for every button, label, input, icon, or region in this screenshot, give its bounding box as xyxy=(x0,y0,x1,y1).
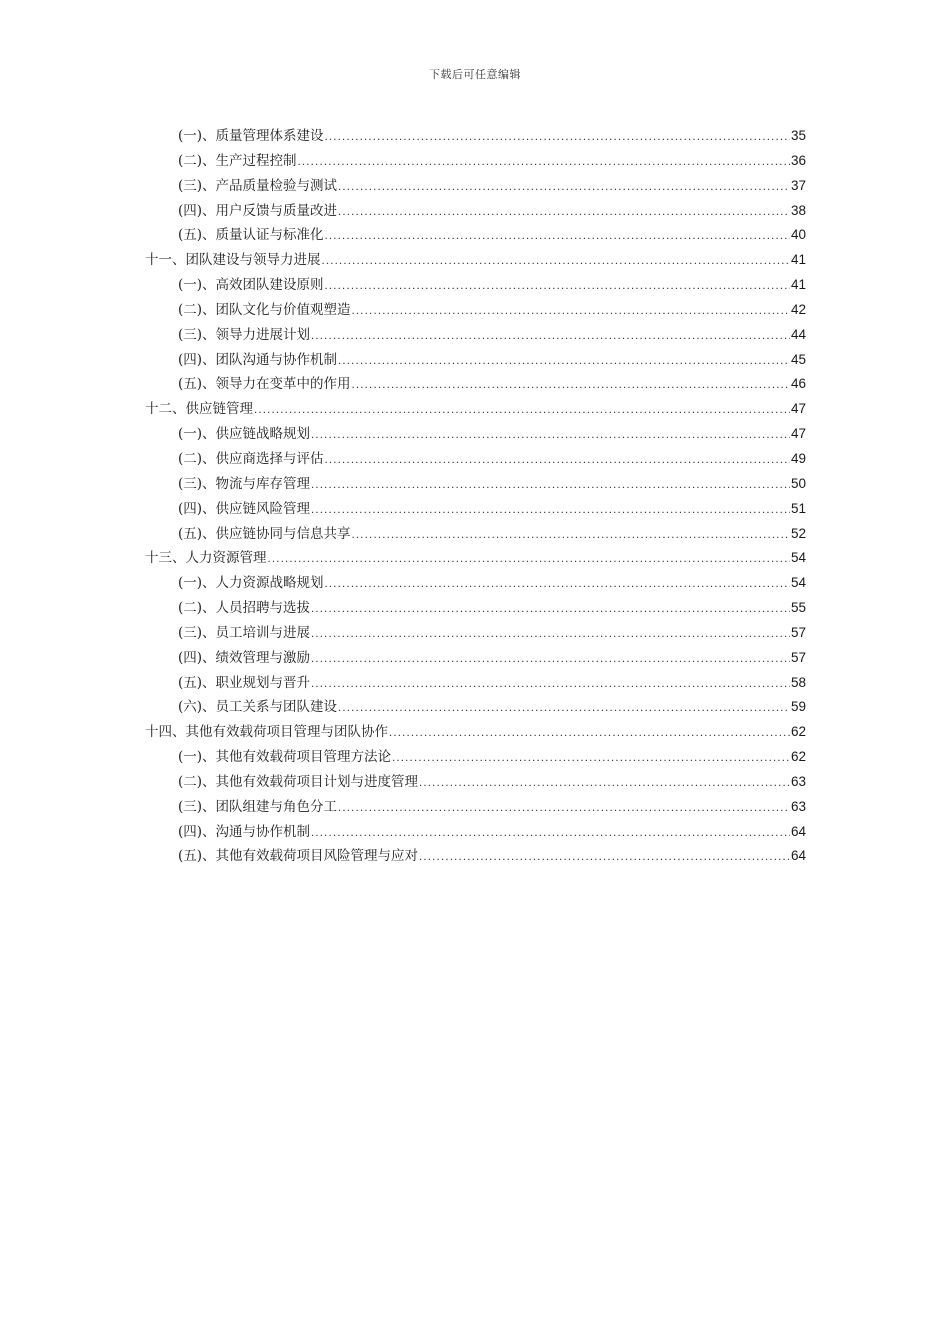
toc-entry-title: (六)、员工关系与团队建设 xyxy=(178,699,338,716)
toc-dot-leader xyxy=(389,724,790,744)
toc-entry-title: (三)、员工培训与进展 xyxy=(178,624,311,641)
toc-entry-title: (一)、质量管理体系建设 xyxy=(178,128,324,144)
toc-page-number: 41 xyxy=(790,277,806,293)
toc-dot-leader xyxy=(311,625,790,645)
toc-section-entry[interactable] xyxy=(145,772,806,797)
toc-page-number: 54 xyxy=(790,550,806,566)
toc-dot-leader xyxy=(311,426,790,446)
toc-section-entry[interactable] xyxy=(145,648,806,673)
toc-page-number: 55 xyxy=(790,600,806,616)
toc-section-entry[interactable] xyxy=(145,747,806,772)
toc-dot-leader xyxy=(268,550,790,570)
toc-entry-title: (一)、供应链战略规划 xyxy=(178,426,311,443)
toc-dot-leader xyxy=(352,526,790,546)
toc-page-number: 63 xyxy=(790,773,806,789)
toc-section-entry[interactable] xyxy=(145,499,806,524)
toc-section-entry[interactable] xyxy=(145,350,806,375)
toc-section-entry[interactable] xyxy=(145,623,806,648)
toc-section-entry[interactable] xyxy=(145,300,806,325)
toc-page-number: 52 xyxy=(790,525,806,541)
toc-page-number: 62 xyxy=(790,749,806,765)
toc-dot-leader xyxy=(311,327,790,347)
toc-entry-title: (三)、物流与库存管理 xyxy=(178,475,311,492)
toc-page-number: 57 xyxy=(790,649,806,665)
toc-dot-leader xyxy=(338,178,790,198)
toc-page-number: 41 xyxy=(790,252,806,268)
toc-entry-title: (五)、职业规划与晋升 xyxy=(178,674,311,691)
toc-page-number: 46 xyxy=(790,376,806,392)
toc-entry-title: (二)、其他有效载荷项目计划与进度管理 xyxy=(178,773,419,790)
toc-page-number: 49 xyxy=(790,450,806,466)
toc-entry-title: (一)、其他有效载荷项目管理方法论 xyxy=(178,749,392,766)
toc-entry-title: 十四、其他有效载荷项目管理与团队协作 xyxy=(145,724,388,741)
toc-dot-leader xyxy=(325,128,790,148)
toc-page-number: 40 xyxy=(790,227,806,243)
toc-page-number: 44 xyxy=(790,326,806,342)
toc-dot-leader xyxy=(311,824,790,844)
toc-dot-leader xyxy=(311,600,790,620)
toc-entry-title: (二)、团队文化与价值观塑造 xyxy=(178,301,351,318)
toc-dot-leader xyxy=(254,401,790,421)
toc-entry-title: (五)、领导力在变革中的作用 xyxy=(178,376,351,393)
toc-dot-leader xyxy=(419,774,790,794)
toc-page-number: 57 xyxy=(790,624,806,640)
toc-entry-title: (四)、团队沟通与协作机制 xyxy=(178,351,338,368)
toc-page-number: 62 xyxy=(790,724,806,740)
toc-entry-title: (四)、绩效管理与激励 xyxy=(178,649,311,666)
toc-dot-leader xyxy=(325,277,790,297)
toc-dot-leader xyxy=(325,227,790,247)
toc-entry-title: 十一、团队建设与领导力进展 xyxy=(145,252,321,269)
toc-chapter-entry[interactable] xyxy=(145,399,806,424)
toc-page-number: 58 xyxy=(790,674,806,690)
toc-dot-leader xyxy=(298,153,790,173)
toc-entry-title: (四)、供应链风险管理 xyxy=(178,500,311,517)
toc-entry-title: (四)、用户反馈与质量改进 xyxy=(178,202,338,219)
toc-page-number: 47 xyxy=(790,401,806,417)
toc-dot-leader xyxy=(338,699,790,719)
toc-section-entry[interactable] xyxy=(145,822,806,847)
toc-dot-leader xyxy=(352,302,790,322)
toc-chapter-entry[interactable] xyxy=(145,548,806,573)
toc-section-entry[interactable] xyxy=(145,673,806,698)
toc-page-number: 59 xyxy=(790,699,806,715)
toc-section-entry[interactable] xyxy=(145,697,806,722)
toc-section-entry[interactable] xyxy=(145,474,806,499)
toc-page-number: 64 xyxy=(790,823,806,839)
toc-entry-title: (三)、产品质量检验与测试 xyxy=(178,177,338,194)
toc-page-number: 64 xyxy=(790,848,806,864)
toc-dot-leader xyxy=(338,352,790,372)
toc-dot-leader xyxy=(352,376,790,396)
toc-section-entry[interactable] xyxy=(145,449,806,474)
toc-page-number: 35 xyxy=(790,128,806,143)
toc-page-number: 63 xyxy=(790,798,806,814)
toc-entry-title: 十三、人力资源管理 xyxy=(145,550,267,567)
toc-dot-leader xyxy=(311,650,790,670)
toc-section-entry[interactable] xyxy=(145,201,806,226)
toc-section-entry[interactable] xyxy=(145,151,806,176)
toc-dot-leader xyxy=(311,501,790,521)
toc-entry-title: (四)、沟通与协作机制 xyxy=(178,823,311,840)
toc-page-number: 42 xyxy=(790,301,806,317)
toc-entry-title: (三)、领导力进展计划 xyxy=(178,326,311,343)
toc-page-number: 45 xyxy=(790,351,806,367)
toc-entry-title: (五)、其他有效载荷项目风险管理与应对 xyxy=(178,848,419,865)
toc-dot-leader xyxy=(419,848,790,868)
table-of-contents xyxy=(145,126,806,871)
toc-section-entry[interactable] xyxy=(145,598,806,623)
toc-dot-leader xyxy=(325,451,790,471)
toc-page-number: 36 xyxy=(790,152,806,168)
toc-section-entry[interactable] xyxy=(145,524,806,549)
toc-entry-title: (一)、人力资源战略规划 xyxy=(178,575,324,592)
toc-section-entry[interactable] xyxy=(145,424,806,449)
toc-entry-title: (五)、质量认证与标准化 xyxy=(178,227,324,244)
page-header: 下载后可任意编辑 xyxy=(429,68,521,81)
toc-section-entry[interactable] xyxy=(145,275,806,300)
toc-page-number: 51 xyxy=(790,500,806,516)
toc-page-number: 47 xyxy=(790,426,806,442)
toc-section-entry[interactable] xyxy=(145,225,806,250)
toc-entry-title: 十二、供应链管理 xyxy=(145,401,253,418)
toc-chapter-entry[interactable] xyxy=(145,722,806,747)
toc-dot-leader xyxy=(392,749,790,769)
toc-dot-leader xyxy=(311,476,790,496)
toc-entry-title: (二)、供应商选择与评估 xyxy=(178,450,324,467)
toc-section-entry[interactable] xyxy=(145,797,806,822)
toc-dot-leader xyxy=(322,252,790,272)
toc-chapter-entry[interactable] xyxy=(145,250,806,275)
toc-page-number: 38 xyxy=(790,202,806,218)
toc-page-number: 54 xyxy=(790,575,806,591)
toc-section-entry[interactable] xyxy=(145,573,806,598)
toc-entry-title: (二)、生产过程控制 xyxy=(178,152,297,169)
toc-section-entry[interactable] xyxy=(145,846,806,871)
toc-dot-leader xyxy=(311,675,790,695)
toc-entry-title: (一)、高效团队建设原则 xyxy=(178,277,324,294)
toc-entry-title: (三)、团队组建与角色分工 xyxy=(178,798,338,815)
toc-section-entry[interactable] xyxy=(145,126,806,151)
toc-page-number: 37 xyxy=(790,177,806,193)
toc-dot-leader xyxy=(338,799,790,819)
toc-section-entry[interactable] xyxy=(145,374,806,399)
toc-section-entry[interactable] xyxy=(145,176,806,201)
toc-dot-leader xyxy=(325,575,790,595)
toc-dot-leader xyxy=(338,203,790,223)
toc-section-entry[interactable] xyxy=(145,325,806,350)
toc-entry-title: (五)、供应链协同与信息共享 xyxy=(178,525,351,542)
toc-page-number: 50 xyxy=(790,475,806,491)
toc-entry-title: (二)、人员招聘与选拔 xyxy=(178,600,311,617)
